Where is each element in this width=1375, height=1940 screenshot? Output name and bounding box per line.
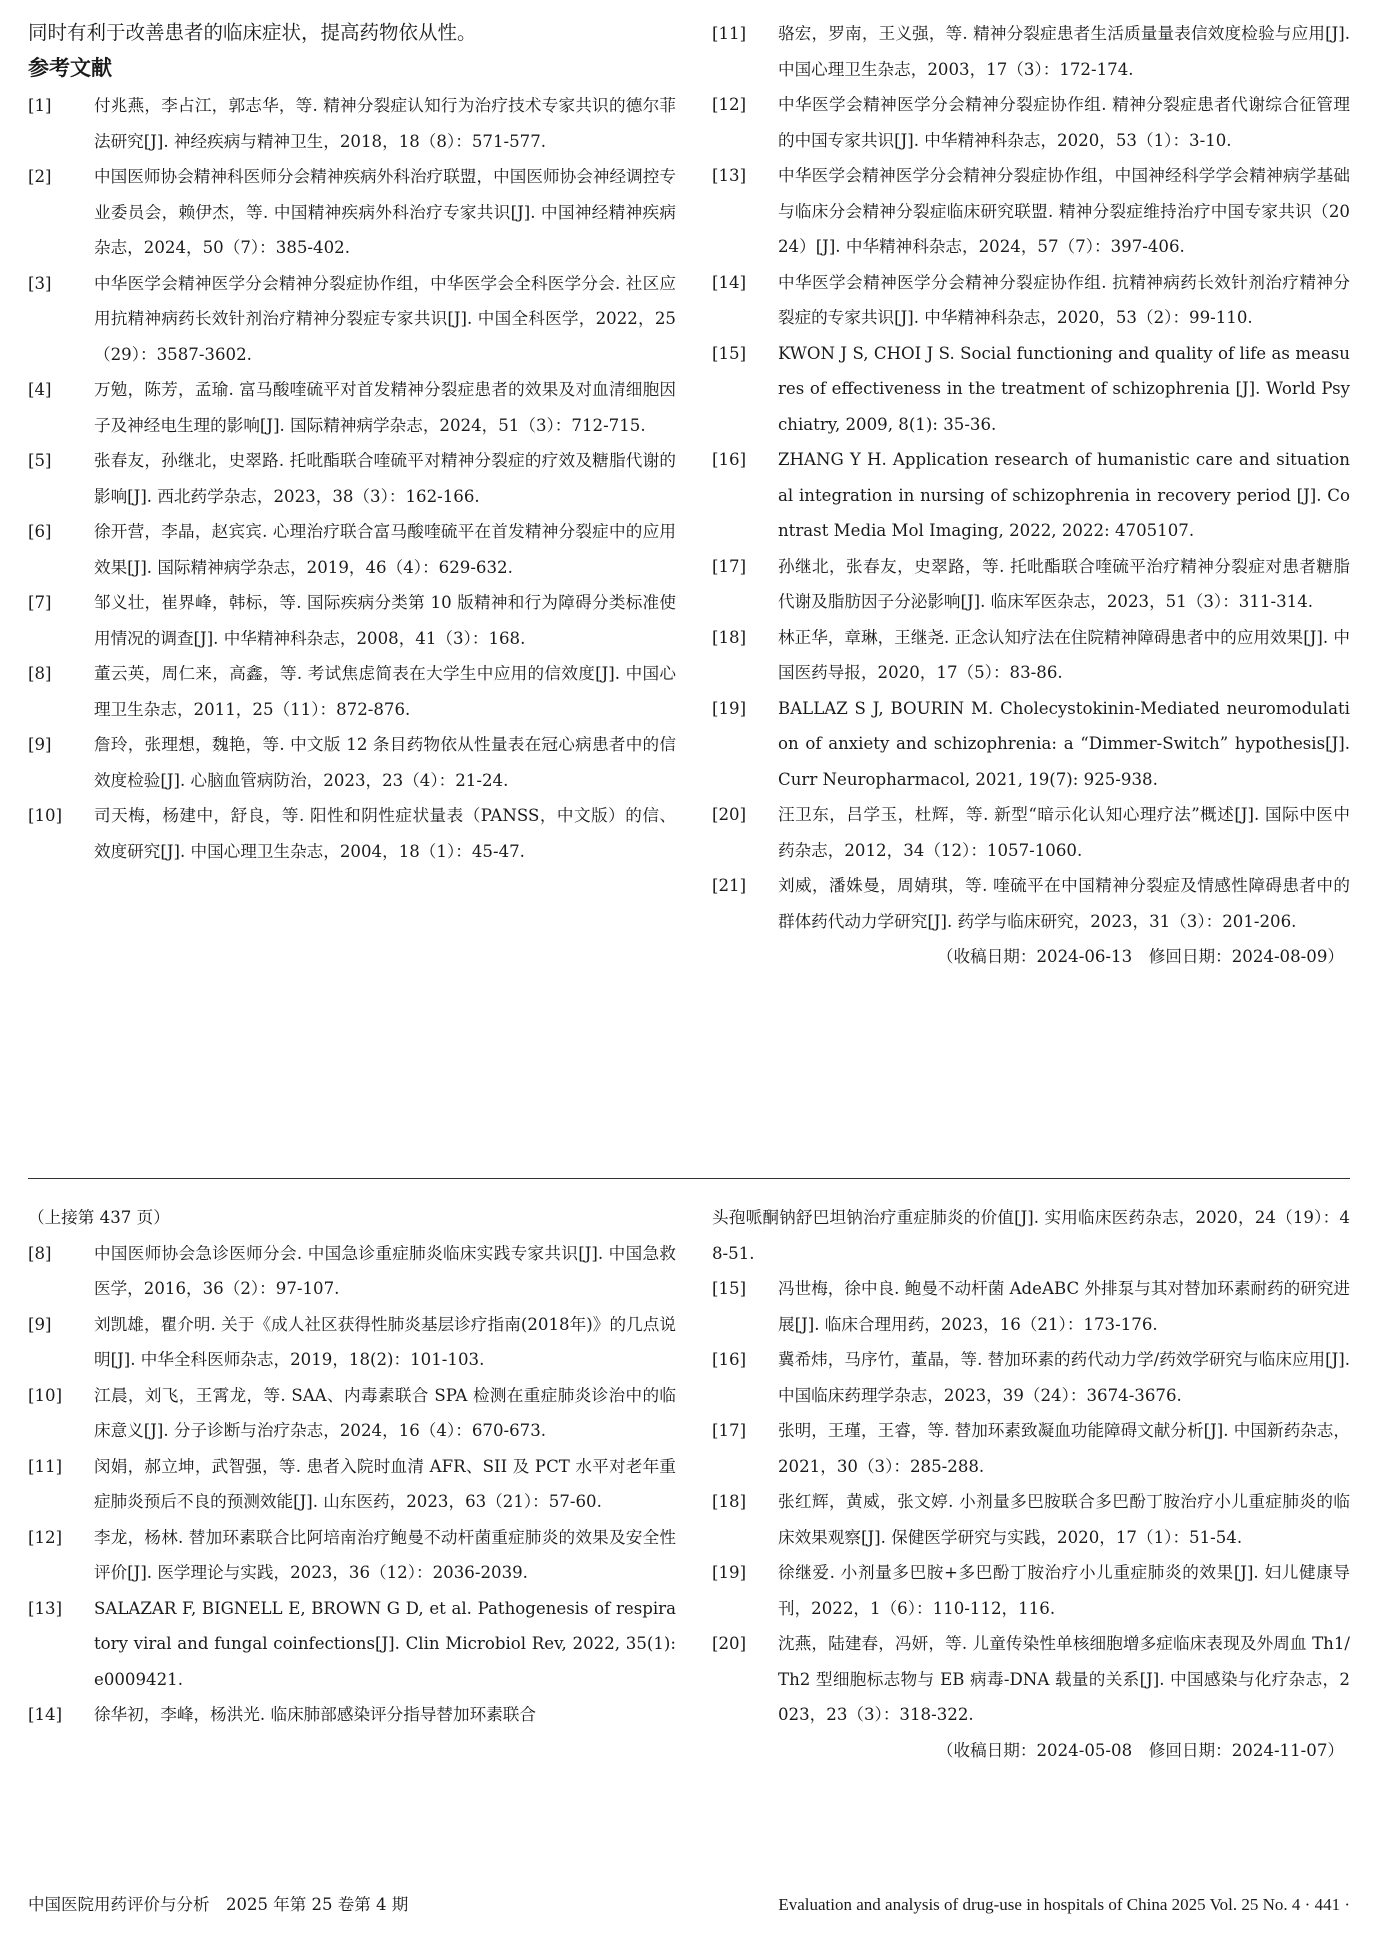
- reference-entry: [712, 265, 1350, 336]
- reference-number: [11]: [28, 1456, 63, 1476]
- reference-number: [10]: [28, 1385, 63, 1405]
- received-date-bottom: （收稿日期：2024-05-08 修回日期：2024-11-07）: [936, 1740, 1344, 1760]
- reference-entry: [28, 1520, 676, 1591]
- reference-text: 司天梅，杨建中，舒良，等. 阳性和阴性症状量表（PANSS，中文版）的信、效度研究[J]. 中国心理卫生杂志，2004，18（1）：45-47.: [94, 806, 676, 861]
- lead-paragraph: 同时有利于改善患者的临床症状，提高药物依从性。: [28, 21, 477, 44]
- reference-text: 孙继北，张春友，史翠路，等. 托吡酯联合喹硫平治疗精神分裂症对患者糖脂代谢及脂肪因子分泌影响[J]. 临床军医杂志，2023，51（3）：311-314.: [778, 556, 1350, 611]
- reference-entry: [712, 1413, 1350, 1484]
- reference-entry: [28, 159, 676, 266]
- reference-entry: [712, 87, 1350, 158]
- reference-text: 沈燕，陆建春，冯妍，等. 儿童传染性单核细胞增多症临床表现及外周血 Th1/Th2 型细胞标志物与 EB 病毒-DNA 载量的关系[J]. 中国感染与化疗杂志，2023，23（3）：318-322.: [778, 1634, 1350, 1724]
- reference-entry: [712, 1271, 1350, 1342]
- reference-number: [7]: [28, 593, 52, 612]
- reference-text: 张红辉，黄威，张文婷. 小剂量多巴胺联合多巴酚丁胺治疗小儿重症肺炎的临床效果观察[J]. 保健医学研究与实践，2020，17（1）：51-54.: [778, 1492, 1350, 1547]
- reference-text: 刘凯雄，瞿介明. 关于《成人社区获得性肺炎基层诊疗指南(2018年)》的几点说明[J]. 中华全科医师杂志，2019，18(2)：101-103.: [94, 1314, 676, 1369]
- reference-text: 中华医学会精神医学分会精神分裂症协作组. 抗精神病药长效针剂治疗精神分裂症的专家共识[J]. 中华精神科杂志，2020，53（2）：99-110.: [778, 272, 1350, 327]
- reference-number: [4]: [28, 380, 52, 399]
- reference-number: [10]: [28, 806, 63, 825]
- reference-text: 张春友，孙继北，史翠路. 托吡酯联合喹硫平对精神分裂症的疗效及糖脂代谢的影响[J]. 西北药学杂志，2023，38（3）：162-166.: [94, 451, 676, 506]
- top-left-column: [28, 16, 676, 869]
- reference-number: [3]: [28, 273, 52, 293]
- bottom-left-column: [28, 1200, 676, 1733]
- reference-entry: [712, 158, 1350, 265]
- reference-entry: [712, 620, 1350, 691]
- reference-text: 中华医学会精神医学分会精神分裂症协作组，中华医学会全科医学分会. 社区应用抗精神病药长效针剂治疗精神分裂症专家共识[J]. 中国全科医学，2022，25（29）：3587-3602.: [94, 273, 676, 364]
- reference-text: 中国医师协会急诊医师分会. 中国急诊重症肺炎临床实践专家共识[J]. 中国急救医学，2016，36（2）：97-107.: [94, 1243, 676, 1298]
- reference-number: [13]: [28, 1598, 63, 1618]
- reference-number: [14]: [28, 1705, 63, 1724]
- reference-number: [20]: [712, 805, 747, 824]
- reference-list-bottom-left: [28, 1236, 676, 1733]
- reference-list-top-left: [28, 88, 676, 869]
- reference-entry: [28, 1236, 676, 1307]
- reference-entry: [712, 549, 1350, 620]
- reference-number: [8]: [28, 1243, 52, 1263]
- reference-number: [1]: [28, 96, 52, 115]
- journal-title-cn: 中国医院用药评价与分析 2025 年第 25 卷第 4 期: [28, 1895, 409, 1914]
- reference-number: [15]: [712, 1279, 747, 1298]
- reference-text: 张明，王瑾，王睿，等. 替加环素致凝血功能障碍文献分析[J]. 中国新药杂志，2021，30（3）：285-288.: [778, 1421, 1350, 1476]
- reference-text: SALAZAR F, BIGNELL E, BROWN G D, et al. Pathogenesis of respiratory viral and fungal coinfections[J]. Clin Microbiol Rev, 2022, 35(1): e0009421.: [94, 1598, 676, 1689]
- reference-number: [14]: [712, 272, 747, 292]
- reference-entry: [28, 1307, 676, 1378]
- reference-entry: [712, 797, 1350, 868]
- reference-text: 徐继爱. 小剂量多巴胺+多巴酚丁胺治疗小儿重症肺炎的效果[J]. 妇儿健康导刊，2022，1（6）：110-112，116.: [778, 1563, 1350, 1618]
- reference-number: [17]: [712, 1421, 747, 1440]
- reference-text: 邹义壮，崔界峰，韩标，等. 国际疾病分类第 10 版精神和行为障碍分类标准使用情况的调查[J]. 中华精神科杂志，2008，41（3）：168.: [94, 593, 676, 648]
- references-heading: 参考文献: [28, 56, 112, 80]
- reference-entry: [28, 266, 676, 373]
- reference-number: [16]: [712, 1350, 747, 1369]
- reference-entry: [28, 1697, 676, 1733]
- reference-entry: [28, 514, 676, 585]
- reference-text: 汪卫东，吕学玉，杜辉，等. 新型“暗示化认知心理疗法”概述[J]. 国际中医中药杂志，2012，34（12）：1057-1060.: [778, 805, 1350, 860]
- top-right-column: [712, 16, 1350, 975]
- reference-number: [16]: [712, 450, 747, 469]
- reference-text: 董云英，周仁来，高鑫，等. 考试焦虑简表在大学生中应用的信效度[J]. 中国心理卫生杂志，2011，25（11）：872-876.: [94, 664, 676, 719]
- reference-number: [13]: [712, 166, 747, 185]
- reference-text: 中国医师协会精神科医师分会精神疾病外科治疗联盟，中国医师协会神经调控专业委员会，赖伊杰，等. 中国精神疾病外科治疗专家共识[J]. 中国神经精神疾病杂志，2024，50（7）：385-402.: [94, 167, 676, 257]
- reference-number: [19]: [712, 698, 747, 718]
- reference-entry: [28, 798, 676, 869]
- reference-text: 闵娟，郝立坤，武智强，等. 患者入院时血清 AFR、SII 及 PCT 水平对老年重症肺炎预后不良的预测效能[J]. 山东医药，2023，63（21）：57-60.: [94, 1456, 676, 1511]
- reference-text: 冯世梅，徐中良. 鲍曼不动杆菌 AdeABC 外排泵与其对替加环素耐药的研究进展[J]. 临床合理用药，2023，16（21）：173-176.: [778, 1279, 1350, 1334]
- reference-text: 江晨，刘飞，王霄龙，等. SAA、内毒素联合 SPA 检测在重症肺炎诊治中的临床意义[J]. 分子诊断与治疗杂志，2024，16（4）：670-673.: [94, 1385, 676, 1440]
- reference-entry: [712, 868, 1350, 939]
- reference-text: ZHANG Y H. Application research of humanistic care and situational integration in nursing of schizophrenia in recovery period [J]. Contrast Media Mol Imaging, 2022, 2022: 4705107.: [778, 450, 1350, 540]
- reference-continuation: [712, 1200, 1350, 1271]
- reference-text: 中华医学会精神医学分会精神分裂症协作组，中国神经科学学会精神病学基础与临床分会精神分裂症临床研究联盟. 精神分裂症维持治疗中国专家共识（2024）[J]. 中华精神科杂志，2024，57（7）：397-406.: [778, 166, 1350, 256]
- reference-entry: [28, 727, 676, 798]
- reference-text: 刘威，潘姝曼，周婧琪，等. 喹硫平在中国精神分裂症及情感性障碍患者中的群体药代动力学研究[J]. 药学与临床研究，2023，31（3）：201-206.: [778, 876, 1350, 931]
- reference-text: 冀希炜，马序竹，董晶，等. 替加环素的药代动力学/药效学研究与临床应用[J]. 中国临床药理学杂志，2023，39（24）：3674-3676.: [778, 1350, 1351, 1405]
- reference-number: [12]: [28, 1527, 63, 1547]
- reference-text: BALLAZ S J, BOURIN M. Cholecystokinin-Mediated neuromodulation of anxiety and schizophrenia: a “Dimmer-Switch” hypothesis[J]. Curr Neuropharmacol, 2021, 19(7): 925-938.: [778, 698, 1350, 789]
- reference-number: [19]: [712, 1563, 747, 1582]
- reference-entry: [28, 1591, 676, 1698]
- reference-text: 徐华初，李峰，杨洪光. 临床肺部感染评分指导替加环素联合: [94, 1705, 536, 1724]
- reference-entry: [28, 585, 676, 656]
- reference-number: [6]: [28, 522, 52, 541]
- reference-number: [8]: [28, 664, 52, 683]
- reference-entry: [712, 1555, 1350, 1626]
- reference-number: [9]: [28, 735, 52, 754]
- reference-entry: [712, 1484, 1350, 1555]
- reference-text: 付兆燕，李占江，郭志华，等. 精神分裂症认知行为治疗技术专家共识的德尔菲法研究[J]. 神经疾病与精神卫生，2018，18（8）：571-577.: [94, 96, 676, 151]
- reference-number: [12]: [712, 95, 747, 114]
- reference-text: 徐开营，李晶，赵宾宾. 心理治疗联合富马酸喹硫平在首发精神分裂症中的应用效果[J]. 国际精神病学杂志，2019，46（4）：629-632.: [94, 522, 676, 577]
- reference-entry: [712, 1626, 1350, 1733]
- reference-entry: [712, 16, 1350, 87]
- reference-number: [15]: [712, 343, 747, 363]
- reference-number: [21]: [712, 876, 747, 895]
- reference-entry: [28, 656, 676, 727]
- reference-entry: [712, 1342, 1350, 1413]
- reference-text: 万勉，陈芳，孟瑜. 富马酸喹硫平对首发精神分裂症患者的效果及对血清细胞因子及神经电生理的影响[J]. 国际精神病学杂志，2024，51（3）：712-715.: [94, 380, 676, 435]
- reference-number: [20]: [712, 1634, 747, 1653]
- reference-text: 中华医学会精神医学分会精神分裂症协作组. 精神分裂症患者代谢综合征管理的中国专家共识[J]. 中华精神科杂志，2020，53（1）：3-10.: [778, 95, 1350, 150]
- reference-entry: [28, 443, 676, 514]
- reference-number: [11]: [712, 24, 747, 43]
- reference-list-bottom-right: [712, 1271, 1350, 1733]
- journal-title-en: Evaluation and analysis of drug-use in hospitals of China 2025 Vol. 25 No. 4 · 441 ·: [778, 1895, 1350, 1914]
- reference-text: 头孢哌酮钠舒巴坦钠治疗重症肺炎的价值[J]. 实用临床医药杂志，2020，24（19）：48-51.: [712, 1208, 1350, 1263]
- reference-entry: [712, 336, 1350, 443]
- reference-entry: [712, 691, 1350, 798]
- reference-entry: [28, 1378, 676, 1449]
- reference-number: [18]: [712, 627, 747, 647]
- reference-entry: [28, 1449, 676, 1520]
- reference-text: 林正华，章琳，王继尧. 正念认知疗法在住院精神障碍患者中的应用效果[J]. 中国医药导报，2020，17（5）：83-86.: [778, 627, 1350, 682]
- reference-text: 詹玲，张理想，魏艳，等. 中文版 12 条目药物依从性量表在冠心病患者中的信效度检验[J]. 心脑血管病防治，2023，23（4）：21-24.: [94, 735, 676, 790]
- reference-number: [2]: [28, 167, 52, 186]
- reference-number: [9]: [28, 1314, 52, 1334]
- reference-text: 骆宏，罗南，王义强，等. 精神分裂症患者生活质量量表信效度检验与应用[J]. 中国心理卫生杂志，2003，17（3）：172-174.: [778, 24, 1350, 79]
- continued-from-note: （上接第 437 页）: [28, 1208, 170, 1227]
- received-date-top: （收稿日期：2024-06-13 修回日期：2024-08-09）: [936, 947, 1344, 966]
- reference-list-top-right: [712, 16, 1350, 939]
- reference-number: [18]: [712, 1492, 747, 1511]
- page-footer: [28, 1888, 1350, 1922]
- section-divider: [28, 1178, 1350, 1179]
- reference-entry: [28, 88, 676, 159]
- reference-entry: [28, 372, 676, 443]
- reference-text: 李龙，杨林. 替加环素联合比阿培南治疗鲍曼不动杆菌重症肺炎的效果及安全性评价[J]. 医学理论与实践，2023，36（12）：2036-2039.: [94, 1527, 676, 1582]
- bottom-right-column: [712, 1200, 1350, 1768]
- reference-text: KWON J S, CHOI J S. Social functioning and quality of life as measures of effectiveness in the treatment of schizophrenia [J]. World Psychiatry, 2009, 8(1): 35-36.: [778, 343, 1350, 434]
- reference-number: [17]: [712, 556, 747, 576]
- reference-number: [5]: [28, 451, 52, 470]
- reference-entry: [712, 442, 1350, 549]
